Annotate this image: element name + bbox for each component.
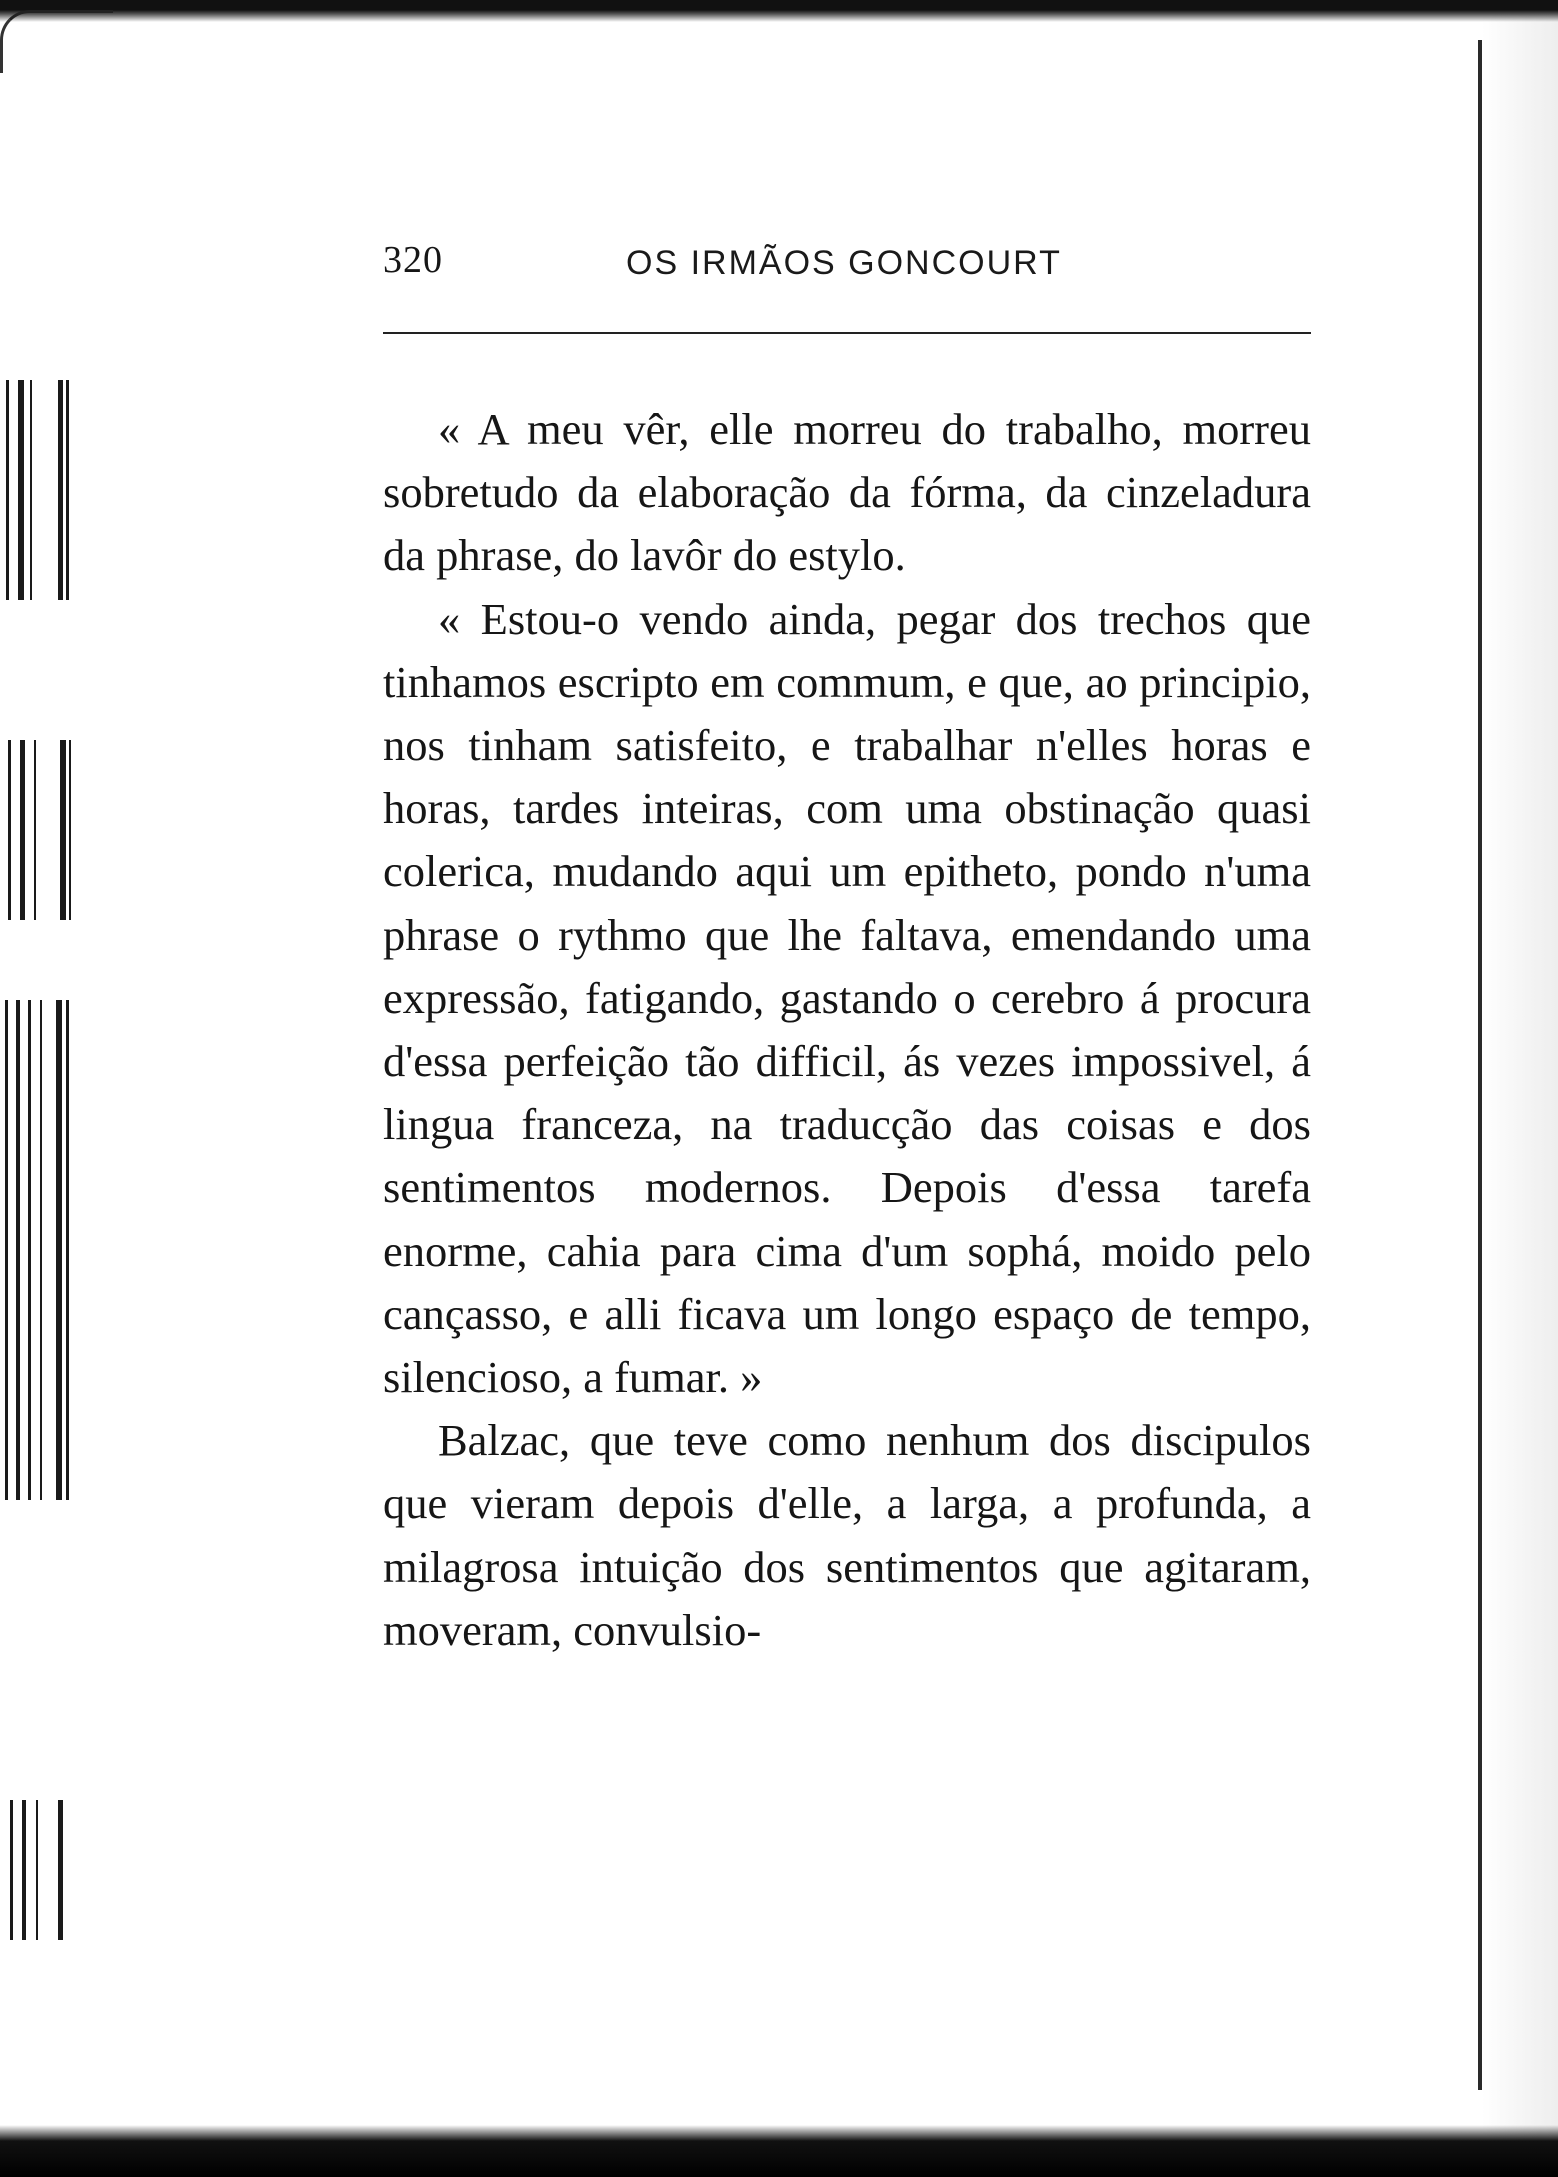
body-text — [383, 398, 1311, 1662]
running-title: OS IRMÃOS GONCOURT — [626, 244, 1062, 282]
scan-right-shadow — [1482, 0, 1558, 2177]
running-head — [383, 238, 1311, 298]
scan-top-edge — [0, 0, 1558, 22]
page-number: 320 — [383, 239, 443, 281]
header-rule — [383, 332, 1311, 334]
scan-bottom-edge — [0, 2125, 1558, 2177]
scan-binding-marks — [0, 380, 75, 600]
scan-top-left-curl — [0, 10, 113, 73]
scan-binding-marks — [0, 740, 75, 920]
scan-right-edge — [1478, 40, 1482, 2090]
scan-binding-marks — [0, 1800, 75, 1940]
paragraph: « Estou-o vendo ainda, pegar dos trechos que tinhamos escripto em commum, e que, ao principio, nos tinham satisfeito, e trabalhar n'elles horas e horas, tardes inteiras, com uma obstinação quasi colerica, mudando aqui um epitheto, pondo n'uma phrase o rythmo que lhe faltava, emendando uma expressão, fatigando, gastando o cerebro á procura d'essa perfeição tão difficil, ás vezes impossivel, á lingua franceza, na traducção das coisas e dos sentimentos modernos. Depois d'essa tarefa enorme, cahia para cima d'um sophá, moido pelo cançasso, e alli ficava um longo espaço de tempo, silencioso, a fumar. » — [383, 593, 1311, 1403]
paragraph: « A meu vêr, elle morreu do trabalho, morreu sobretudo da elaboração da fórma, da cinzeladura da phrase, do lavôr do estylo. — [383, 404, 1311, 581]
paragraph: Balzac, que teve como nenhum dos discipulos que vieram depois d'elle, a larga, a profunda, a milagrosa intuição dos sentimentos que agitaram, moveram, convulsio- — [383, 1415, 1311, 1655]
scan-binding-marks — [0, 1000, 75, 1500]
